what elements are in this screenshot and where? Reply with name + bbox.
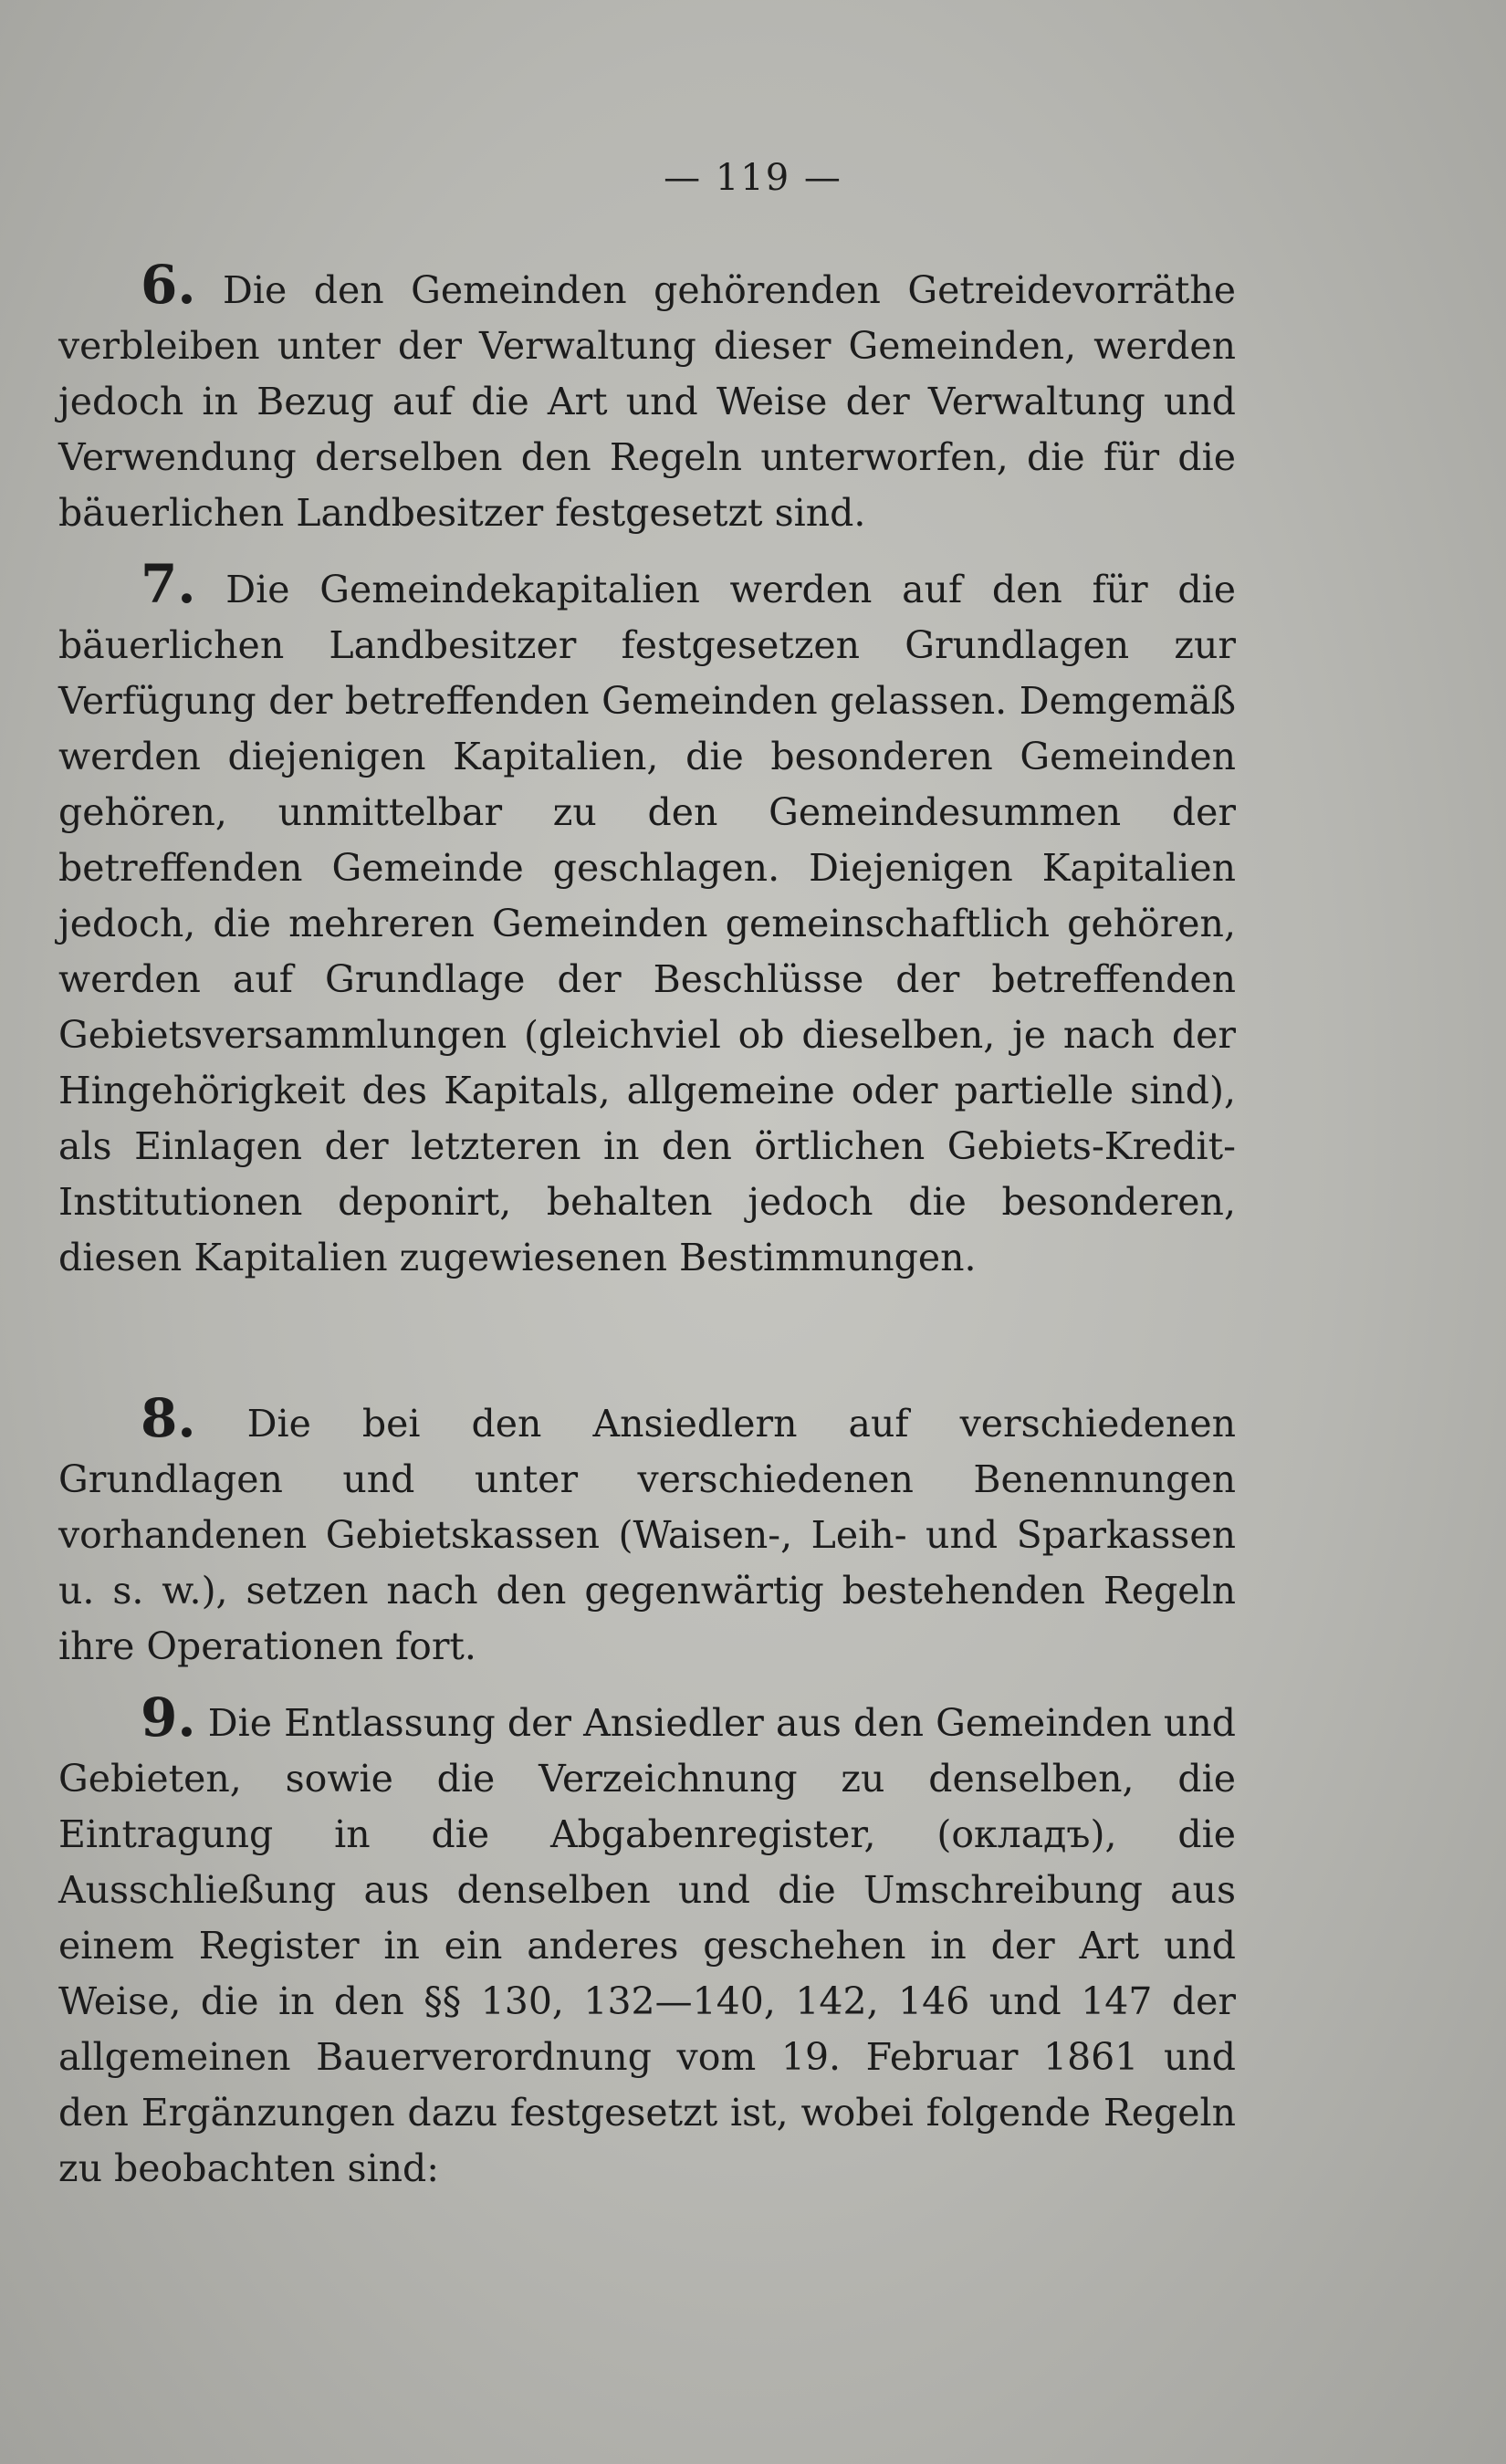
paragraph-number: 9. (141, 1686, 196, 1749)
paragraph-7 (58, 553, 1236, 1286)
paragraph-text: Die Gemeindekapitalien werden auf den für die bäuerlichen Landbesitzer festgesetzen Grundlagen zur Verfügung der betreffenden Gemeinden gelassen. Demgemäß werden diejenigen Kapitalien, die besonderen Gemeinden gehören, unmittelbar zu den Gemeindesummen der betreffenden Gemeinde geschlagen. Diejenigen Kapitalien jedoch, die mehreren Gemeinden gemeinschaftlich gehören, werden auf Grundlage der Beschlüsse der betreffenden Gebietsversammlungen (gleichviel ob dieselben, je nach der Hingehörigkeit des Kapitals, allgemeine oder partielle sind), als Einlagen der letzteren in den örtlichen Gebiets-Kredit-Institutionen deponirt, behalten jedoch die besonderen, diesen Kapitalien zugewiesenen Bestimmungen. (58, 568, 1236, 1279)
paragraph-6 (58, 254, 1236, 541)
paragraph-text: Die bei den Ansiedlern auf verschiedenen Grundlagen und unter verschiedenen Benennungen vorhandenen Gebietskassen (Waisen-, Leih- und Sparkassen u. s. w.), setzen nach den gegenwärtig bestehenden Regeln ihre Operationen fort. (58, 1402, 1236, 1668)
paragraph-number: 7. (141, 553, 196, 615)
paragraph-text: Die den Gemeinden gehörenden Getreidevorräthe verbleiben unter der Verwaltung dieser Gemeinden, werden jedoch in Bezug auf die Art und Weise der Verwaltung und Verwendung derselben den Regeln unterworfen, die für die bäuerlichen Landbesitzer festgesetzt sind. (58, 268, 1236, 535)
paragraph-9 (58, 1686, 1236, 2197)
paragraph-8 (58, 1387, 1236, 1675)
paragraph-number: 6. (141, 254, 196, 316)
page-number: — 119 — (664, 157, 842, 199)
paragraph-number: 8. (141, 1387, 196, 1449)
paragraph-text: Die Entlassung der Ansiedler aus den Gemeinden und Gebieten, sowie die Verzeichnung zu denselben, die Eintragung in die Abgabenregister, (окладъ), die Ausschließung aus denselben und die Umschreibung aus einem Register in ein anderes geschehen in der Art und Weise, die in den §§ 130, 132—140, 142, 146 und 147 der allgemeinen Bauerverordnung vom 19. Februar 1861 und den Ergänzungen dazu festgesetzt ist, wobei folgende Regeln zu beobachten sind: (58, 1701, 1236, 2190)
